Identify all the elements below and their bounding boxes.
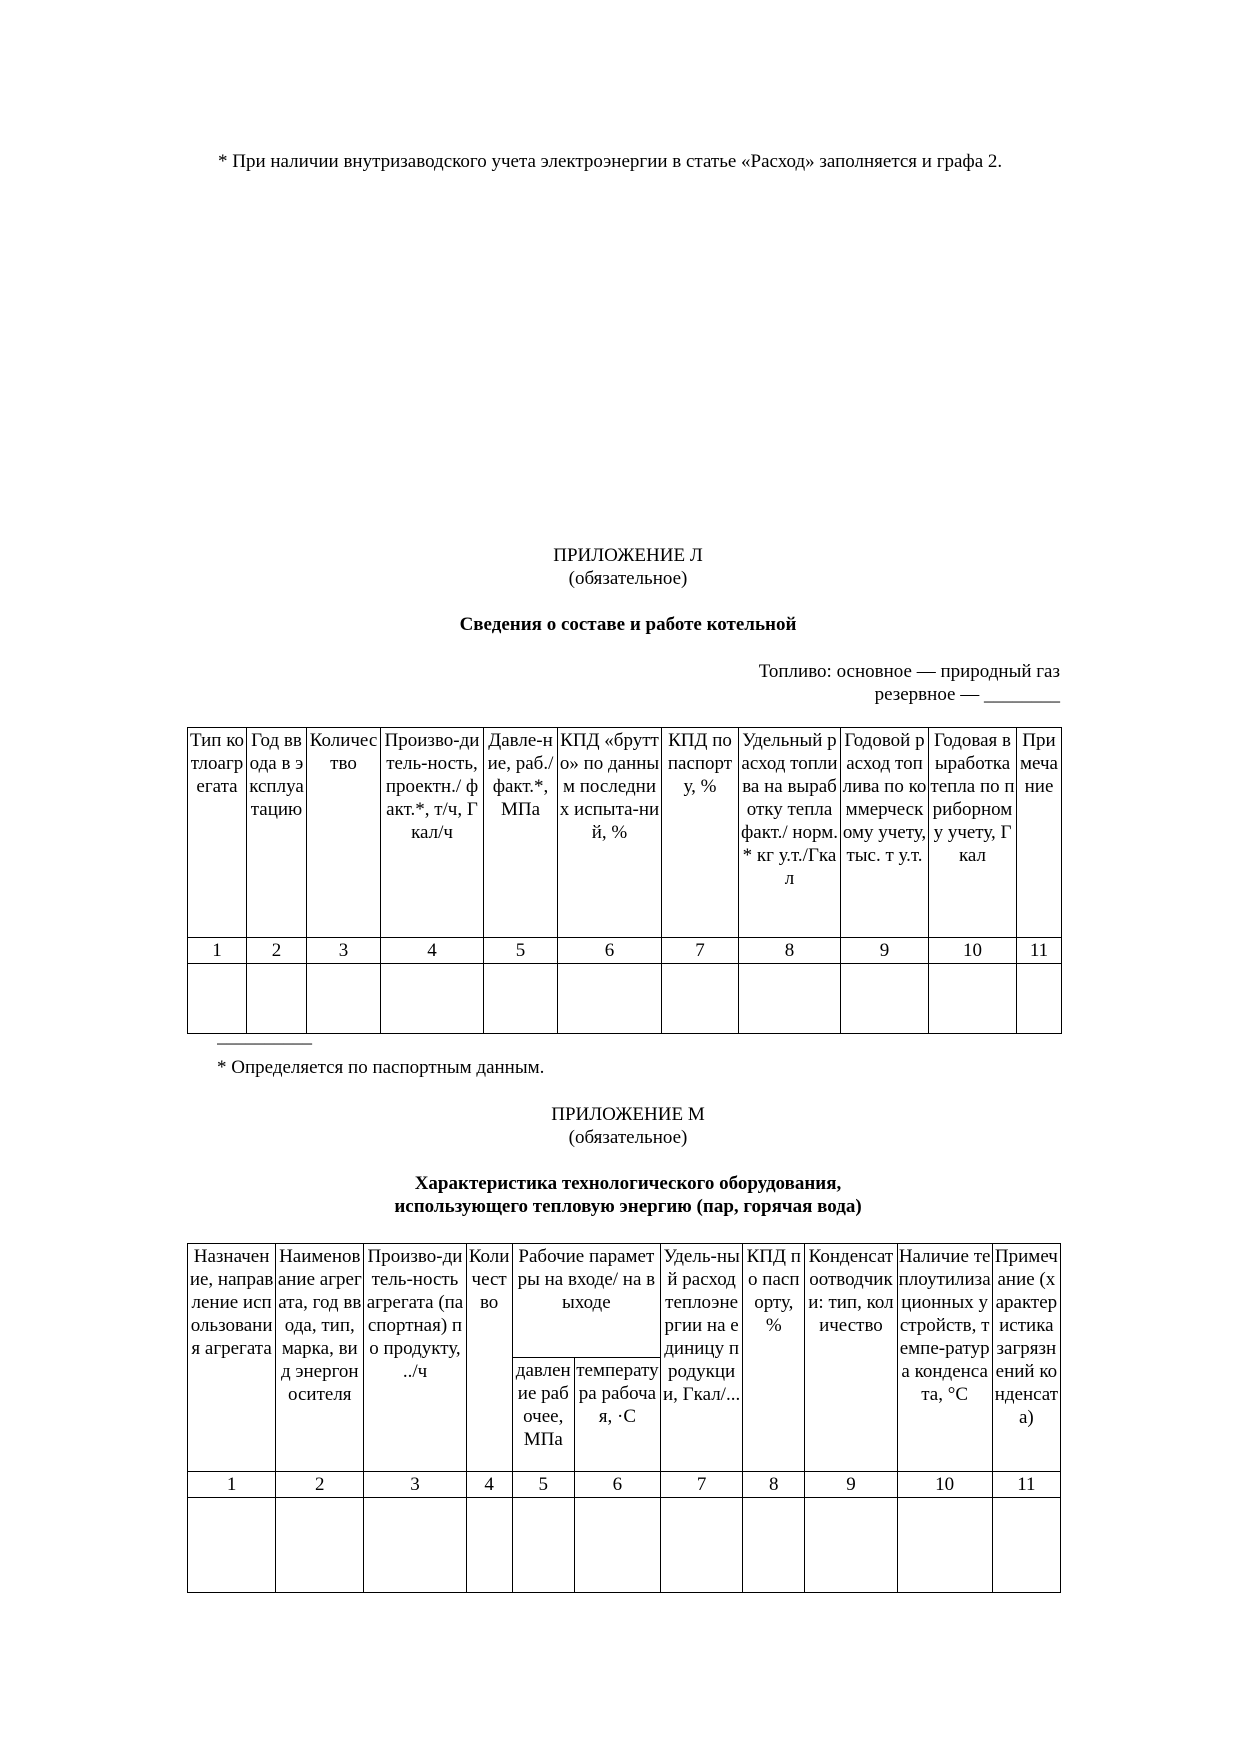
col-header: КПД по паспорту, % — [662, 728, 739, 938]
col-header: Конденсатоотводчики: тип, количество — [805, 1244, 897, 1472]
appendix-l-heading: Сведения о составе и работе котельной — [459, 614, 797, 635]
col-number: 10 — [897, 1472, 992, 1498]
col-number: 6 — [558, 938, 662, 964]
col-number: 11 — [1017, 938, 1062, 964]
table-cell[interactable] — [574, 1498, 660, 1593]
appendix-m-heading-line2: использующего тепловую энергию (пар, горячая вода) — [394, 1196, 862, 1217]
col-number: 11 — [992, 1472, 1060, 1498]
col-number: 9 — [841, 938, 929, 964]
col-header: Удельный расход топлива на выработку тепла факт./ норм.* кг у.т./Гкал — [739, 728, 841, 938]
boiler-number-row — [188, 938, 1062, 964]
col-header: Тип котлоагрегата — [188, 728, 247, 938]
table-cell[interactable] — [661, 1498, 743, 1593]
table-cell[interactable] — [276, 1498, 364, 1593]
equipment-empty-row — [188, 1498, 1061, 1593]
table-cell[interactable] — [929, 964, 1017, 1034]
col-header: Назначение, направление использования агрегата — [188, 1244, 276, 1472]
table-cell[interactable] — [739, 964, 841, 1034]
col-header: Количество — [307, 728, 381, 938]
table-cell[interactable] — [466, 1498, 512, 1593]
col-number: 4 — [466, 1472, 512, 1498]
col-number: 7 — [661, 1472, 743, 1498]
footnote-rule: __________ — [217, 1031, 312, 1045]
col-header: КПД по паспорту, % — [743, 1244, 805, 1472]
appendix-m-subtitle: (обязательное) — [568, 1127, 688, 1148]
appendix-m-title: ПРИЛОЖЕНИЕ М — [551, 1104, 705, 1125]
col-number: 8 — [743, 1472, 805, 1498]
table-cell[interactable] — [897, 1498, 992, 1593]
col-header: Наличие теплоутилизационных устройств, темпе-ратура конденсата, °С — [897, 1244, 992, 1472]
col-header: Произво-дитель-ность агрегата (паспортная) по продукту, ../ч — [364, 1244, 466, 1472]
table-cell[interactable] — [992, 1498, 1060, 1593]
boiler-table — [187, 727, 1062, 1034]
col-header: Примечание (характеристика загрязнений конденсата) — [992, 1244, 1060, 1472]
equipment-number-row — [188, 1472, 1061, 1498]
col-number: 6 — [574, 1472, 660, 1498]
appendix-m-heading-line1: Характеристика технологического оборудования, — [414, 1173, 842, 1194]
col-number: 7 — [662, 938, 739, 964]
table-cell[interactable] — [558, 964, 662, 1034]
table-cell[interactable] — [381, 964, 484, 1034]
table-cell[interactable] — [841, 964, 929, 1034]
col-header: Примечание — [1017, 728, 1062, 938]
col-header: КПД «брутто» по данным последних испыта-ний, % — [558, 728, 662, 938]
col-header: Годовой расход топлива по коммерческому учету, тыс. т у.т. — [841, 728, 929, 938]
col-number: 5 — [484, 938, 558, 964]
appendix-l-footnote: * Определяется по паспортным данным. — [217, 1057, 545, 1078]
col-header: Количество — [466, 1244, 512, 1472]
col-number: 2 — [276, 1472, 364, 1498]
col-number: 4 — [381, 938, 484, 964]
col-number: 5 — [512, 1472, 574, 1498]
col-number: 8 — [739, 938, 841, 964]
table-cell[interactable] — [364, 1498, 466, 1593]
col-header: Год ввода в эксплуатацию — [247, 728, 307, 938]
appendix-l-subtitle: (обязательное) — [568, 568, 688, 589]
table-cell[interactable] — [188, 964, 247, 1034]
col-subheader: температура рабочая, ·С — [574, 1358, 660, 1472]
col-header: Произво-дитель-ность, проектн./ факт.*, т/ч, Гкал/ч — [381, 728, 484, 938]
table-cell[interactable] — [512, 1498, 574, 1593]
fuel-reserve: резервное — ________ — [874, 684, 1060, 705]
fuel-main: Топливо: основное — природный газ — [758, 661, 1060, 682]
table-cell[interactable] — [188, 1498, 276, 1593]
col-number: 3 — [307, 938, 381, 964]
table-cell[interactable] — [743, 1498, 805, 1593]
col-group-header: Рабочие параметры на входе/ на выходе — [512, 1244, 660, 1358]
col-header: Наименование агрегата, год ввода, тип, марка, вид энергоносителя — [276, 1244, 364, 1472]
col-number: 9 — [805, 1472, 897, 1498]
table-cell[interactable] — [662, 964, 739, 1034]
table-cell[interactable] — [484, 964, 558, 1034]
table-cell[interactable] — [805, 1498, 897, 1593]
table-cell[interactable] — [307, 964, 381, 1034]
table-cell[interactable] — [1017, 964, 1062, 1034]
col-header: Удель-ный расход теплоэнергии на единицу продукции, Гкал/... — [661, 1244, 743, 1472]
appendix-l-title: ПРИЛОЖЕНИЕ Л — [553, 545, 703, 566]
boiler-empty-row — [188, 964, 1062, 1034]
table-cell[interactable] — [247, 964, 307, 1034]
col-number: 10 — [929, 938, 1017, 964]
equipment-header-row — [188, 1244, 1061, 1358]
col-subheader: давление рабочее, МПа — [512, 1358, 574, 1472]
boiler-header-row — [188, 728, 1062, 938]
col-number: 1 — [188, 938, 247, 964]
col-header: Годовая выработка тепла по приборному учету, Гкал — [929, 728, 1017, 938]
col-number: 2 — [247, 938, 307, 964]
col-number: 3 — [364, 1472, 466, 1498]
col-number: 1 — [188, 1472, 276, 1498]
equipment-table — [187, 1243, 1061, 1593]
col-header: Давле-ние, раб./ факт.*, МПа — [484, 728, 558, 938]
top-footnote: * При наличии внутризаводского учета электроэнергии в статье «Расход» заполняется и графа 2. — [218, 151, 1003, 172]
